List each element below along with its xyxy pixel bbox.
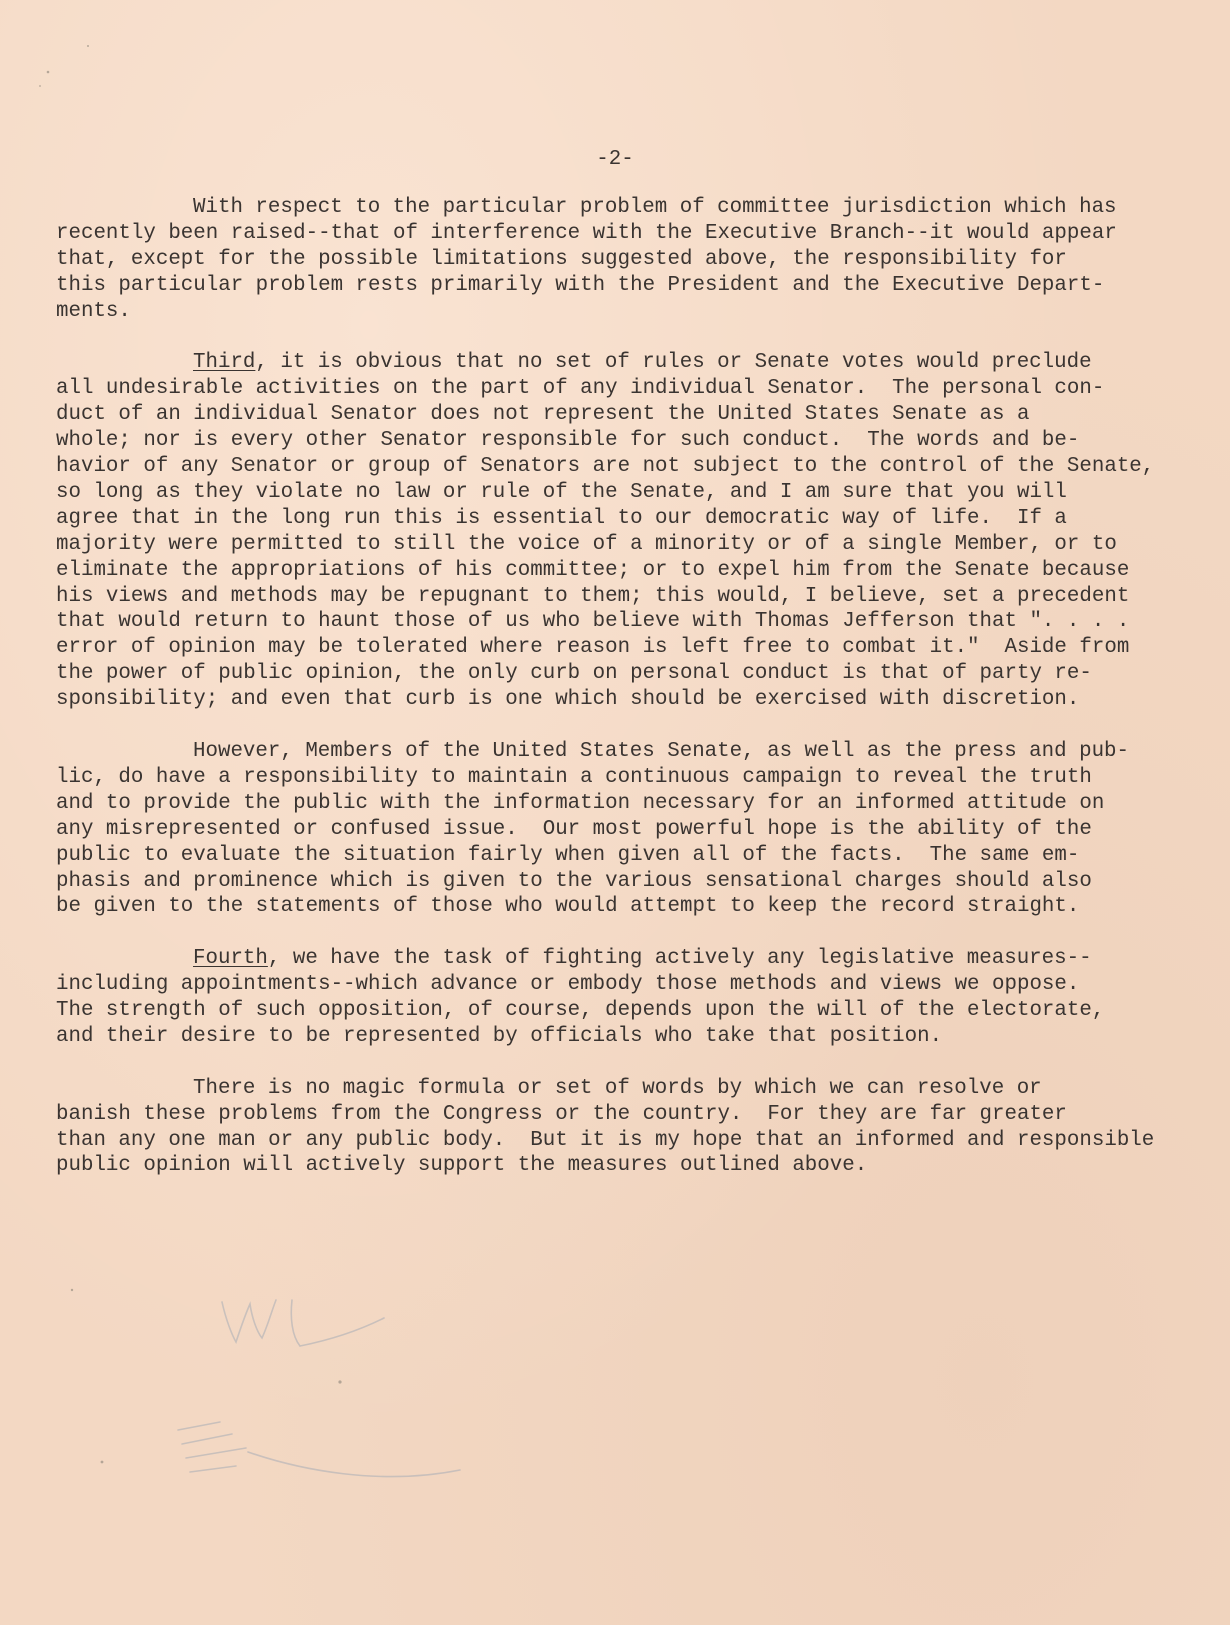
- text-line: his views and methods may be repugnant to them; this would, I believe, set a precedent: [56, 584, 1130, 608]
- paper-speck: [39, 85, 41, 87]
- text-line: than any one man or any public body. But it is my hope that an informed and responsible: [56, 1128, 1155, 1152]
- letter-body: [56, 195, 1206, 1205]
- text-line: sponsibility; and even that curb is one which should be exercised with discretion.: [56, 688, 1080, 712]
- text-line: Third, it is obvious that no set of rules or Senate votes would preclude: [193, 351, 1092, 375]
- text-line: whole; nor is every other Senator responsible for such conduct. The words and be-: [56, 429, 1080, 453]
- text-line: the power of public opinion, the only curb on personal conduct is that of party re-: [56, 662, 1092, 686]
- text-line: any misrepresented or confused issue. Our most powerful hope is the ability of the: [56, 817, 1092, 841]
- text-line: all undesirable activities on the part of any individual Senator. The personal con-: [56, 377, 1105, 401]
- text-line: lic, do have a responsibility to maintain a continuous campaign to reveal the truth: [56, 765, 1092, 789]
- text-line: eliminate the appropriations of his committee; or to expel him from the Senate because: [56, 558, 1130, 582]
- page-number: -2-: [596, 148, 634, 171]
- pencil-stroke: [300, 1318, 384, 1346]
- text-line: and to provide the public with the information necessary for an informed attitude on: [56, 791, 1105, 815]
- text-line: and their desire to be represented by officials who take that position.: [56, 1024, 943, 1048]
- text-line: public opinion will actively support the measures outlined above.: [56, 1154, 868, 1178]
- text-line: havior of any Senator or group of Senators are not subject to the control of the Senate,: [56, 455, 1155, 479]
- text-line: ments.: [56, 299, 131, 323]
- text-line: be given to the statements of those who would attempt to keep the record straight.: [56, 895, 1080, 919]
- paragraph-closing: [56, 1076, 1206, 1180]
- text-line: agree that in the long run this is essential to our democratic way of life. If a: [56, 506, 1067, 530]
- paper-speck: [71, 1289, 73, 1291]
- pencil-stroke: [178, 1422, 220, 1430]
- pencil-scribble: [291, 1300, 300, 1346]
- pencil-stroke: [186, 1448, 246, 1458]
- text-line: phasis and prominence which is given to the various sensational charges should also: [56, 869, 1092, 893]
- text-line: However, Members of the United States Senate, as well as the press and pub-: [193, 740, 1130, 763]
- text-line: There is no magic formula or set of words by which we can resolve or: [193, 1076, 1042, 1100]
- text-line: banish these problems from the Congress or the country. For they are far greater: [56, 1102, 1067, 1126]
- paragraph-committee-jurisdiction: [56, 195, 1206, 325]
- text-line: public to evaluate the situation fairly when given all of the facts. The same em-: [56, 843, 1080, 867]
- pencil-stroke: [182, 1434, 232, 1444]
- pencil-scribble: [222, 1300, 276, 1342]
- text-line: Fourth, we have the task of fighting actively any legislative measures--: [193, 947, 1092, 971]
- text-line: majority were permitted to still the voice of a minority or of a single Member, or to: [56, 532, 1117, 556]
- text-line: so long as they violate no law or rule of the Senate, and I am sure that you will: [56, 480, 1067, 504]
- text-line: recently been raised--that of interference with the Executive Branch--it would appear: [56, 221, 1117, 245]
- paper-speck: [338, 1380, 341, 1383]
- paragraph-however: [56, 739, 1206, 920]
- paragraph-third: [56, 350, 1206, 713]
- paragraph-fourth: [56, 946, 1206, 1050]
- text-line: this particular problem rests primarily with the President and the Executive Depart-: [56, 273, 1105, 297]
- text-line: that, except for the possible limitations suggested above, the responsibility for: [56, 247, 1067, 271]
- underlined-lead-word: Fourth: [193, 947, 268, 971]
- text-line: including appointments--which advance or embody those methods and views we oppose.: [56, 973, 1080, 997]
- text-line: With respect to the particular problem of committee jurisdiction which has: [193, 196, 1117, 219]
- pencil-stroke: [190, 1466, 236, 1472]
- text-line: error of opinion may be tolerated where reason is left free to combat it." Aside from: [56, 636, 1130, 660]
- paper-speck: [87, 45, 89, 47]
- text-line: duct of an individual Senator does not represent the United States Senate as a: [56, 403, 1030, 427]
- underlined-lead-word: Third: [193, 351, 256, 375]
- pencil-stroke: [248, 1452, 460, 1477]
- text-line: that would return to haunt those of us who believe with Thomas Jefferson that ". . . .: [56, 610, 1130, 634]
- paper-speck: [101, 1461, 104, 1464]
- text-line: The strength of such opposition, of course, depends upon the will of the electorate,: [56, 999, 1105, 1023]
- paper-speck: [47, 71, 50, 74]
